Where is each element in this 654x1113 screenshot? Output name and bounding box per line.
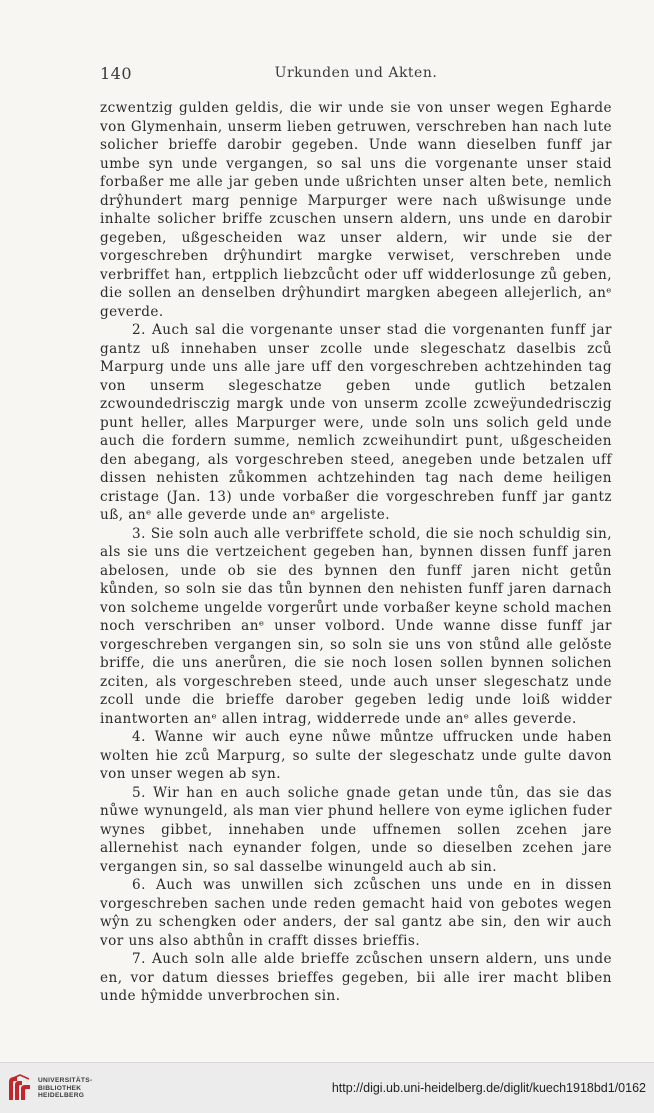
paragraph-6: 6. Auch was unwillen sich zcůschen uns unde en in dissen vorgeschreben sachen unde reden gemacht haid von gebotes wegen wŷn zu schengken oder anders, der sal gantz abe sin, den wir auch vor uns also abthůn in crafft disses brieffis.	[100, 877, 612, 949]
library-name-line: HEIDELBERG	[38, 1092, 85, 1099]
paragraph-1: zcwentzig gulden geldis, die wir unde sie von unser wegen Egharde von Glymenhain, unserm lieben getruwen, verschreben han nach lute solicher brieffe darobir gegeben. Unde wann dieselben funff jar umbe syn unde vergangen, so sal uns die vorgenante unser staid forbaßer me alle jar geben unde ußrichten unser alten bete, nemlich drŷhundert marg pennige Marpurger were nach ußwisunge unde inhalte solicher briffe zcuschen unsern aldern, uns unde en darobir gegeben, ußgescheiden waz unser aldern, wir unde sie der vorgeschreben drŷhundirt margke verwiset, verschreben unde verbriffet han, ertpplich liebzcůcht oder uff widderlosunge zů geben, die sollen an denselben drŷhundirt margken abegeen allejerlich, anᵉ geverde.	[100, 100, 612, 320]
paragraph-5: 5. Wir han en auch soliche gnade getan unde tůn, das sie das nůwe wynungeld, als man vier phund hellere von eyme iglichen fuder wynes gibbet, innehaben unde uffnemen sollen zcehen jare allernehist nach eynander folgen, unde so dieselben zcehen jare vergangen sin, so sal dasselbe winungeld auch ab sin.	[100, 784, 612, 875]
permalink-url[interactable]: http://digi.ub.uni-heidelberg.de/diglit/kuech1918bd1/0162	[331, 1081, 646, 1095]
page-number: 140	[100, 64, 133, 83]
library-name	[38, 1077, 92, 1100]
paragraph-2: 2. Auch sal die vorgenante unser stad die vorgenanten funff jar gantz uß innehaben unser zcolle unde slegeschatz daselbis zců Marpurg unde uns alle jare uff den vorgeschreben achtzehinden tag von unserm slegeschatze geben unde gutlich betzalen zcwoundedrisczig margk unde von unserm zcolle zcweÿundedrisczig punt heller, alles Marpurger were, unde soln uns solich geld unde auch die fordern summe, nemlich zcweihundirt punt, ußgescheiden den abegang, als vorgeschreben steed, anegeben unde betzalen uff dissen nehisten zůkommen achtzehinden tag nach deme heiligen cristage (Jan. 13) unde vorbaßer die vorgeschreben funff jar gantz uß, anᵉ alle geverde unde anᵉ argeliste.	[100, 322, 612, 523]
library-name-line: UNIVERSITÄTS-	[38, 1077, 93, 1084]
paragraph-7: 7. Auch soln alle alde brieffe zcůschen unsern aldern, uns unde en, vor datum diesses brieffes gegeben, bii alle irer macht bliben unde hŷmidde unverbrochen sin.	[100, 951, 612, 1004]
library-footer	[0, 1062, 654, 1113]
running-title: Urkunden und Akten.	[274, 65, 438, 81]
heidelberg-library-logo-icon	[6, 1073, 34, 1103]
document-body	[100, 99, 612, 1006]
library-name-line: BIBLIOTHEK	[38, 1084, 82, 1092]
paragraph-3: 3. Sie soln auch alle verbriffete schold, die sie noch schuldig sin, als sie uns die vertzeichent gegeben han, bynnen dissen funff jaren abelosen, unde ob sie des bynnen den funff jaren nicht getůn kůnden, so soln sie das tůn bynnen den nehisten funff jaren darnach von solcheme ungelde vorgerůrt unde vorbaßer keyne schold machen noch verschriben anᵉ unser volbord. Unde wanne disse funff jar vorgeschreben vergangen sin, so soln sie uns von stůnd alle gelǒste briffe, die uns anerůren, die sie noch losen sollen bynnen solichen zciten, als vorgeschreben steed, unde auch unser slegeschatz unde zcoll unde die brieffe darober gegeben ledig unde loiß widder inantworten anᵉ allen intrag, widderrede unde anᵉ alles geverde.	[100, 525, 612, 727]
paragraph-4: 4. Wanne wir auch eyne nůwe můntze uffrucken unde haben wolten hie zců Marpurg, so sulte der slegeschatz unde gulte davon von unser wegen ab syn.	[100, 729, 612, 782]
page-header	[100, 64, 612, 84]
